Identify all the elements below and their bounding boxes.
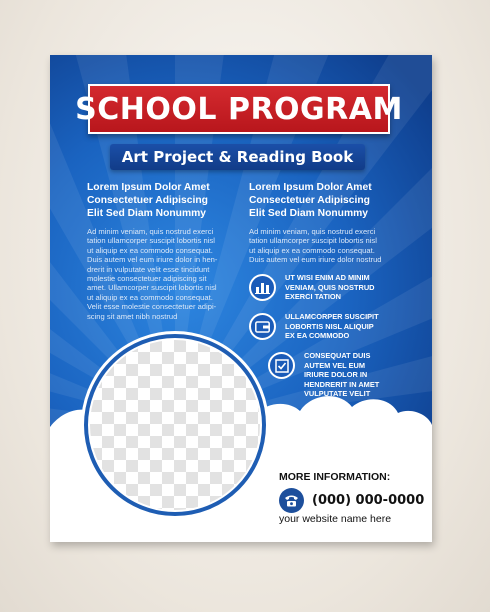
flyer [50, 55, 432, 542]
right-body-line: tation ullamcorper suscipit lobortis nisl [249, 236, 377, 246]
left-body-line: Duis autem vel eum iriure dolor in hen- [87, 255, 218, 265]
feature-line: VULPUTATE VELIT [304, 389, 371, 399]
phone-row [279, 488, 424, 513]
right-heading-line: Lorem Ipsum Dolor Amet [249, 182, 372, 193]
checklist-icon [268, 352, 295, 379]
left-body-line: ut aliquip ex ea commodo consequat. [87, 245, 213, 255]
feature-line: VENIAM, QUIS NOSTRUD [285, 282, 375, 292]
feature-item [249, 313, 379, 341]
subtitle-banner [110, 144, 365, 170]
left-body-line: drerit in vulputate velit esse tincidunt [87, 264, 210, 274]
right-body-line: Ad minim veniam, quis nostrud exerci [249, 227, 376, 236]
flyer-title: SCHOOL PROGRAM [75, 91, 403, 127]
phone-number: (000) 000-0000 [312, 493, 425, 508]
feature-line: AUTEM VEL EUM [304, 360, 366, 370]
photo-placeholder [88, 338, 262, 512]
more-info-label: MORE INFORMATION: [279, 471, 391, 483]
left-body-line: Ad minim veniam, quis nostrud exerci [87, 227, 214, 236]
feature-line: CONSEQUAT DUIS [304, 351, 371, 360]
bar-chart-icon [249, 274, 276, 301]
feature-text [285, 312, 379, 341]
title-banner [75, 84, 403, 134]
right-heading-line: Elit Sed Diam Nonummy [249, 208, 369, 219]
left-body-line: Velit esse molestie consectetuer adipi- [87, 302, 217, 312]
flyer-subtitle: Art Project & Reading Book [121, 148, 354, 166]
left-body-line: molestie consectetuer adipiscing sit [87, 274, 207, 284]
left-heading-line: Lorem Ipsum Dolor Amet [87, 182, 210, 193]
right-heading-line: Consectetuer Adipiscing [249, 195, 370, 206]
left-body-line: ut aliquip ex ea commodo consequat. [87, 292, 213, 302]
feature-line: HENDRERIT IN AMET [304, 379, 380, 389]
left-body-line: amet. Ullamcorper suscipit lobortis nisl [87, 283, 217, 293]
left-body-line: scing sit amet nibh nostrud [87, 311, 178, 321]
feature-line: EX EA COMMODO [285, 331, 350, 341]
right-body-line: Duis autem vel eum iriure dolor nostrud [249, 255, 382, 265]
feature-line: UT WISI ENIM AD MINIM [285, 273, 370, 282]
feature-line: IRIURE DOLOR IN [304, 370, 368, 380]
left-heading-line: Elit Sed Diam Nonummy [87, 208, 207, 219]
right-body-line: ut aliquip ex ea commodo consequat. [249, 245, 375, 255]
left-heading-line: Consectetuer Adipiscing [87, 195, 208, 206]
left-body-text [87, 227, 217, 321]
wallet-icon [249, 313, 276, 340]
telephone-icon [279, 488, 304, 513]
feature-item [249, 274, 375, 302]
feature-line: ULLAMCORPER SUSCIPIT [285, 312, 379, 321]
left-heading [87, 181, 210, 220]
website-text: your website name here [279, 513, 392, 525]
feature-text [285, 273, 375, 302]
feature-line: LOBORTIS NISL ALIQUIP [285, 321, 374, 331]
feature-item [268, 352, 379, 399]
feature-line: EXERCI TATION [285, 292, 341, 302]
right-heading [249, 181, 372, 220]
feature-text [304, 351, 379, 399]
left-body-line: tation ullamcorper suscipit lobortis nisl [87, 236, 215, 246]
right-body-text [249, 227, 382, 265]
